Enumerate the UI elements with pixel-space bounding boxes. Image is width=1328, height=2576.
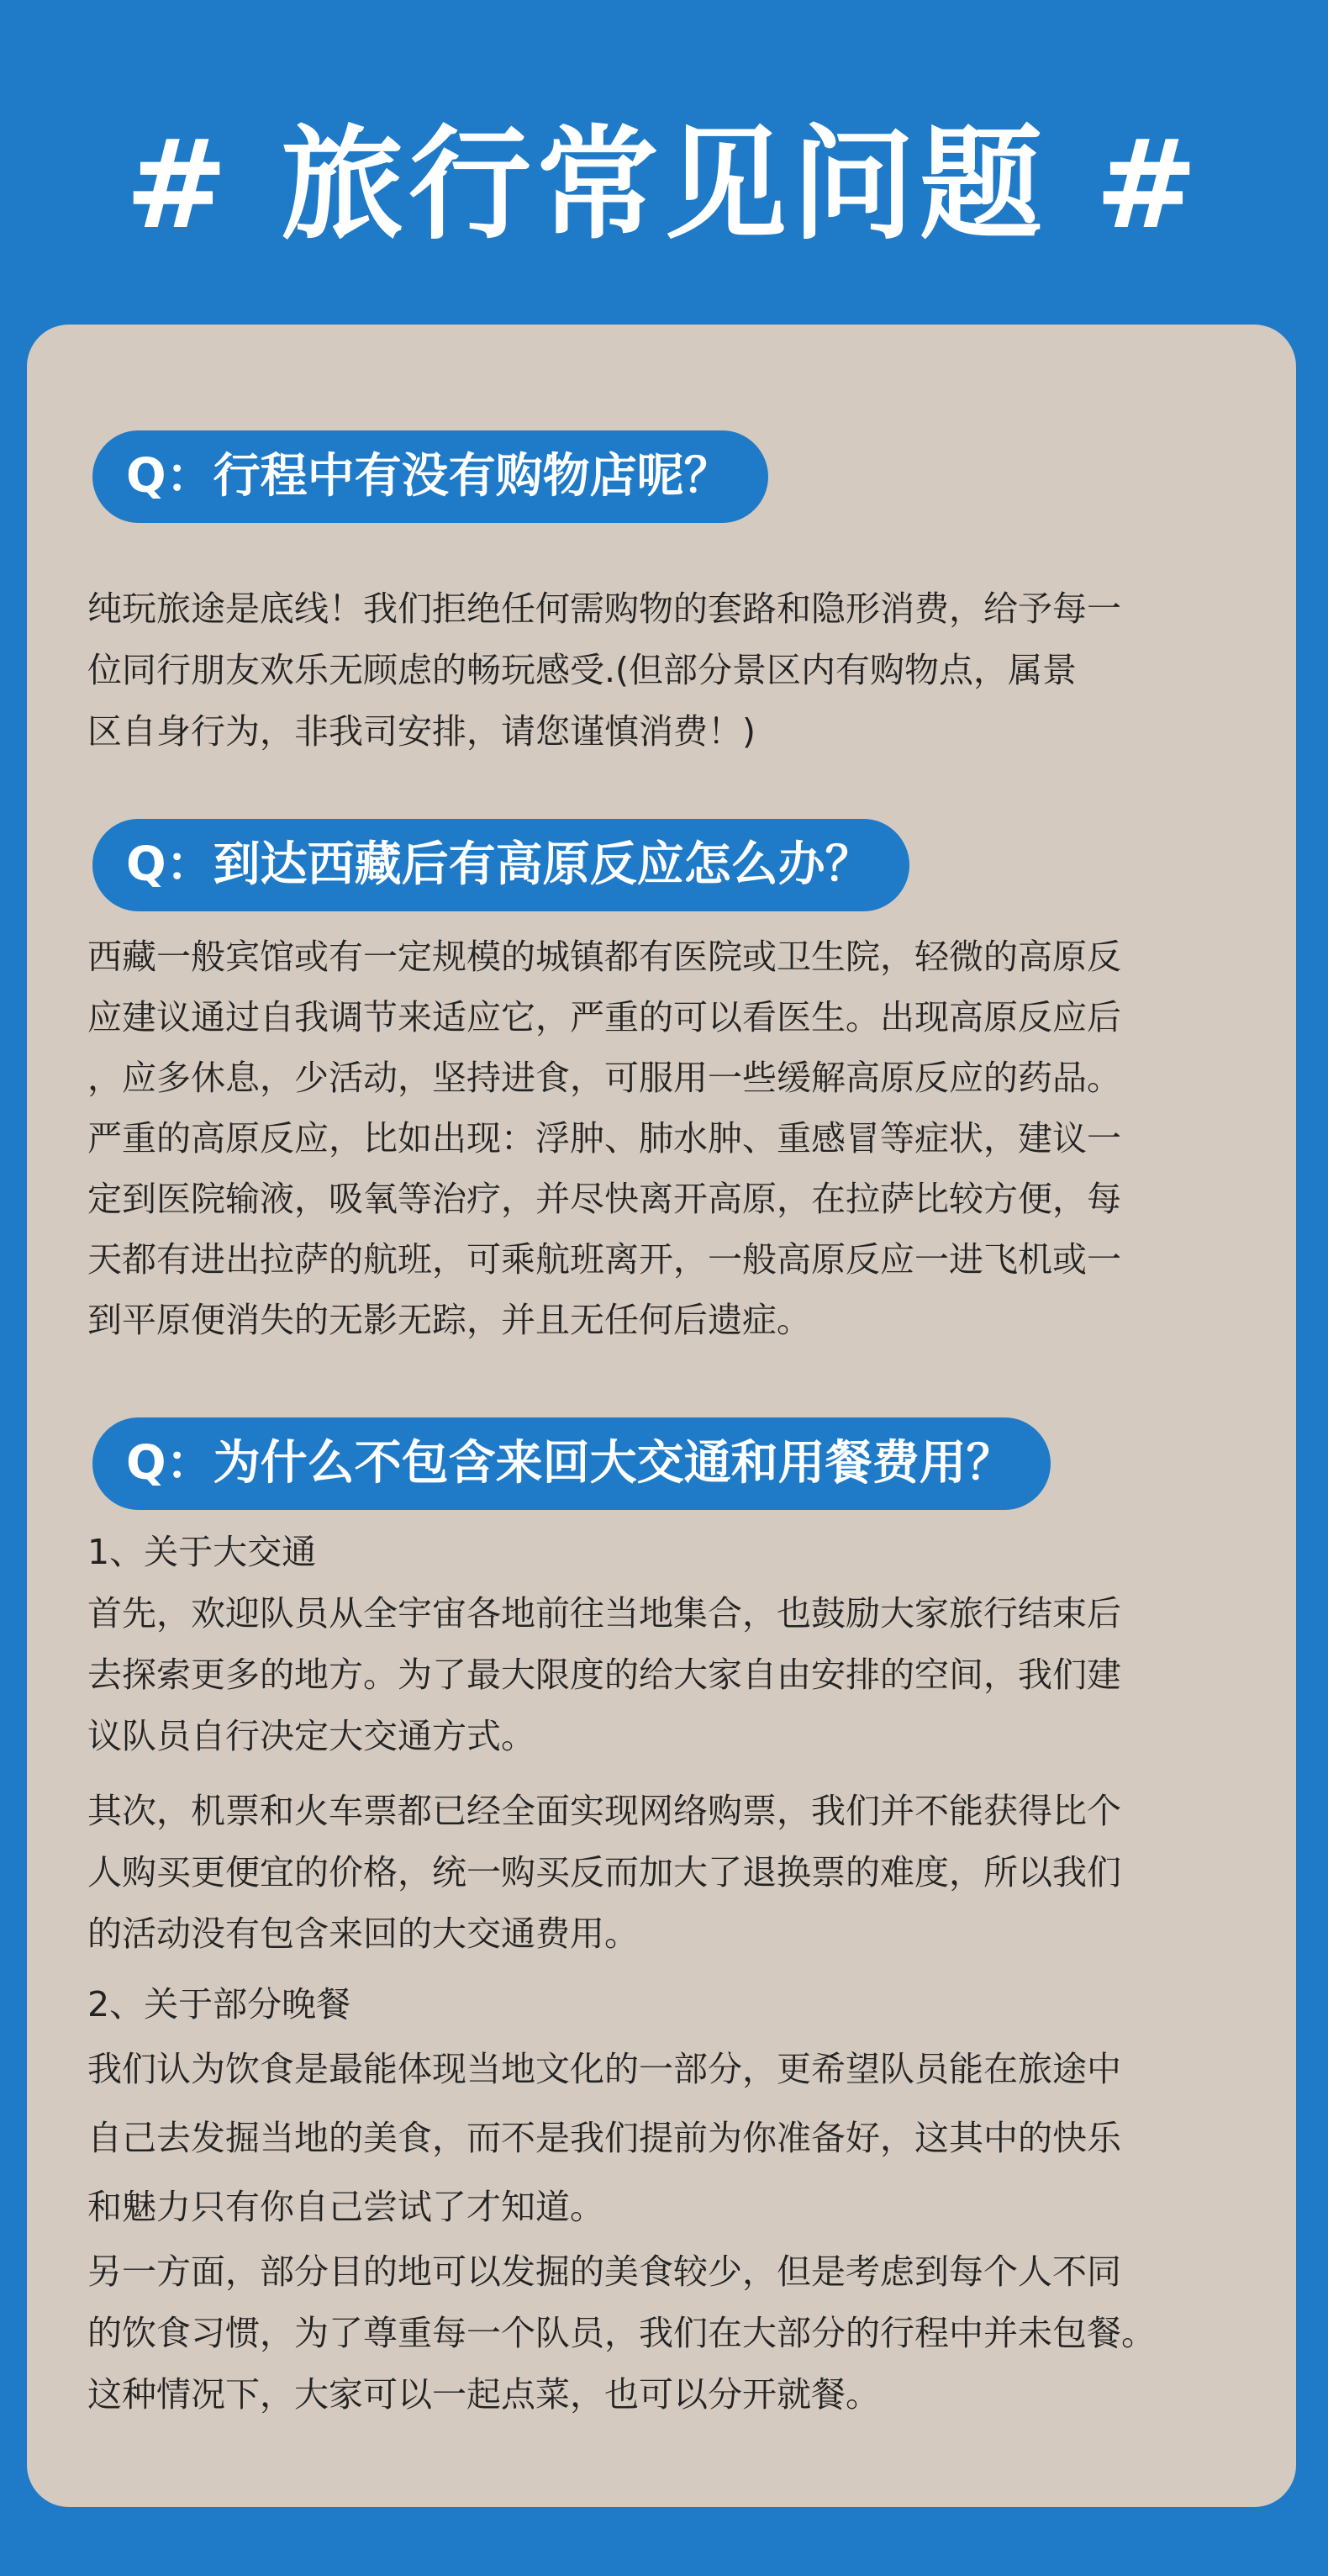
answer-line: 到平原便消失的无影无踪，并且无任何后遗症。 [87,1300,811,1340]
faq-card [27,325,1296,2507]
answer-line: 去探索更多的地方。为了最大限度的给大家自由安排的空间，我们建 [87,1655,1121,1695]
question-shopping: Q：行程中有没有购物店呢？ [92,430,768,523]
answer-meals [87,1974,1281,2426]
answer-line: 我们认为饮食是最能体现当地文化的一部分，更希望队员能在旅途中 [87,2049,1121,2089]
answer-line: 的饮食习惯，为了尊重每一个队员，我们在大部分的行程中并未包餐。 [87,2313,1156,2353]
answer-line: 纯玩旅途是底线！我们拒绝任何需购物的套路和隐形消费，给予每一 [87,589,1121,629]
question-transport-meals: Q：为什么不包含来回大交通和用餐费用？ [92,1417,1051,1510]
answer-line: 首先，欢迎队员从全宇宙各地前往当地集合，也鼓励大家旅行结束后 [87,1593,1121,1634]
answer-line: ，应多休息，少活动，坚持进食，可服用一些缓解高原反应的药品。 [87,1058,1121,1098]
answer-line: 定到医院输液，吸氧等治疗，并尽快离开高原，在拉萨比较方便，每 [87,1179,1121,1219]
answer-line: 议队员自行决定大交通方式。 [87,1716,535,1756]
answer-line: 的活动没有包含来回的大交通费用。 [87,1914,639,1954]
page-title: # 旅行常见问题 # [124,113,1204,256]
answer-line: 人购买更便宜的价格，统一购买反而加大了退换票的难度，所以我们 [87,1852,1121,1892]
answer-shopping [87,578,1281,763]
answer-line: 其次，机票和火车票都已经全面实现网络购票，我们并不能获得比个 [87,1791,1121,1831]
answer-line: 天都有进出拉萨的航班，可乘航班离开，一般高原反应一进飞机或一 [87,1239,1121,1280]
answer-line: 西藏一般宾馆或有一定规模的城镇都有医院或卫生院，轻微的高原反 [87,937,1121,977]
subsection-heading: 2、关于部分晚餐 [87,1984,351,2024]
answer-line: 这种情况下，大家可以一起点菜，也可以分开就餐。 [87,2374,880,2415]
answer-line: 区自身行为，非我司安排，请您谨慎消费！) [87,711,756,752]
subsection-heading: 1、关于大交通 [87,1532,317,1572]
answer-line: 和魅力只有你自己尝试了才知道。 [87,2187,604,2227]
answer-transport [87,1522,1281,1965]
answer-line: 另一方面，部分目的地可以发掘的美食较少，但是考虑到每个人不同 [87,2251,1121,2292]
answer-line: 严重的高原反应，比如出现：浮肿、肺水肿、重感冒等症状，建议一 [87,1118,1121,1159]
question-altitude: Q：到达西藏后有高原反应怎么办？ [92,819,909,911]
answer-line: 应建议通过自我调节来适应它，严重的可以看医生。出现高原反应后 [87,997,1121,1037]
answer-line: 位同行朋友欢乐无顾虑的畅玩感受.(但部分景区内有购物点，属景 [87,650,1078,690]
answer-line: 自己去发掘当地的美食，而不是我们提前为你准备好，这其中的快乐 [87,2118,1121,2158]
answer-altitude [87,926,1281,1350]
